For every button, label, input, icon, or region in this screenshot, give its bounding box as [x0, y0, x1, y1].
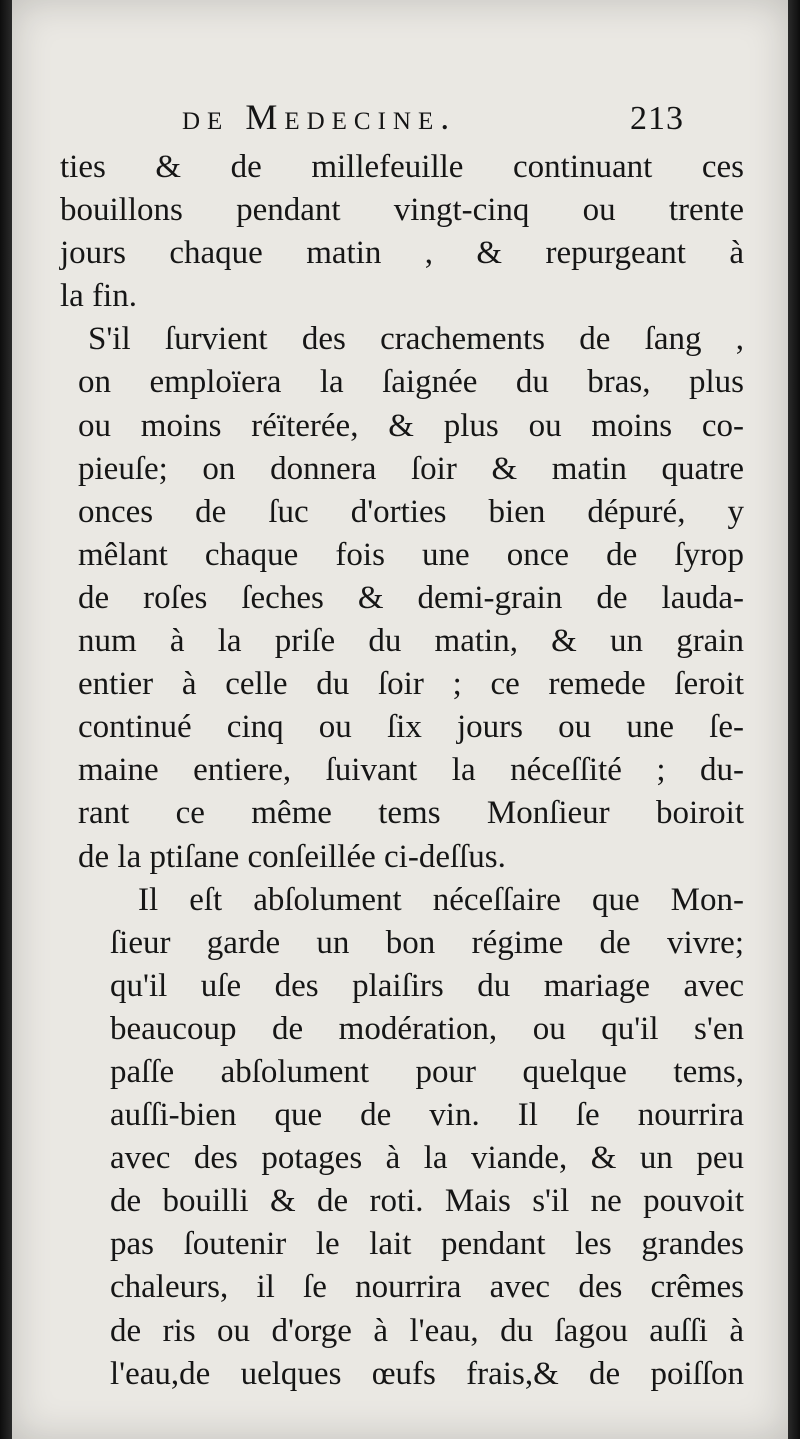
running-head: de Medecine.: [182, 97, 457, 137]
text-line: avec des potages à la viande, & un peu: [110, 1140, 744, 1177]
text-line: de ris ou d'orge à l'eau, du ſagou auſſi à: [110, 1312, 744, 1349]
paragraph-first-line: S'il ſurvient des crachements de ſang ,: [88, 321, 744, 358]
page-header: [12, 96, 788, 146]
text-line: onces de ſuc d'orties bien dépuré, y: [78, 493, 744, 530]
text-line: bouillons pendant vingt-cinq ou trente: [60, 192, 744, 229]
book-page: [12, 0, 788, 1439]
text-line: auſſi-bien que de vin. Il ſe nourrira: [110, 1097, 744, 1134]
text-line: qu'il uſe des plaiſirs du mariage avec: [110, 967, 744, 1004]
text-line: rant ce même tems Monſieur boiroit: [78, 795, 744, 832]
text-line: continué cinq ou ſix jours ou une ſe-: [78, 709, 744, 746]
text-line: ſieur garde un bon régime de vivre;: [110, 924, 744, 961]
page-number: 213: [630, 100, 684, 137]
text-line: de la ptiſane conſeillée ci-deſſus.: [78, 838, 506, 875]
body-text: [60, 146, 744, 1396]
text-line: la fin.: [60, 278, 137, 315]
text-line: de bouilli & de roti. Mais s'il ne pouvoit: [110, 1183, 744, 1220]
text-line: chaleurs, il ſe nourrira avec des crêmes: [110, 1269, 744, 1306]
text-line: l'eau,de uelques œufs frais,& de poiſſon: [110, 1355, 744, 1392]
text-line: beaucoup de modération, ou qu'il s'en: [110, 1010, 744, 1047]
text-line: de roſes ſeches & demi-grain de lauda-: [78, 579, 744, 616]
text-line: mêlant chaque fois une once de ſyrop: [78, 536, 744, 573]
text-line: jours chaque matin , & repurgeant à: [60, 235, 744, 272]
text-line: paſſe abſolument pour quelque tems,: [110, 1053, 744, 1090]
text-line: num à la priſe du matin, & un grain: [78, 623, 744, 660]
text-line: ou moins réïterée, & plus ou moins co-: [78, 407, 744, 444]
right-page-edge: [788, 0, 800, 1439]
text-line: pas ſoutenir le lait pendant les grandes: [110, 1226, 744, 1263]
text-line: pieuſe; on donnera ſoir & matin quatre: [78, 450, 744, 487]
text-line: ties & de millefeuille continuant ces: [60, 149, 744, 185]
paragraph-first-line: Il eſt abſolument néceſſaire que Mon-: [138, 881, 744, 918]
left-page-edge: [0, 0, 12, 1439]
text-line: on emploïera la ſaignée du bras, plus: [78, 364, 744, 401]
text-line: maine entiere, ſuivant la néceſſité ; du-: [78, 752, 744, 789]
text-line: entier à celle du ſoir ; ce remede ſeroit: [78, 666, 744, 703]
